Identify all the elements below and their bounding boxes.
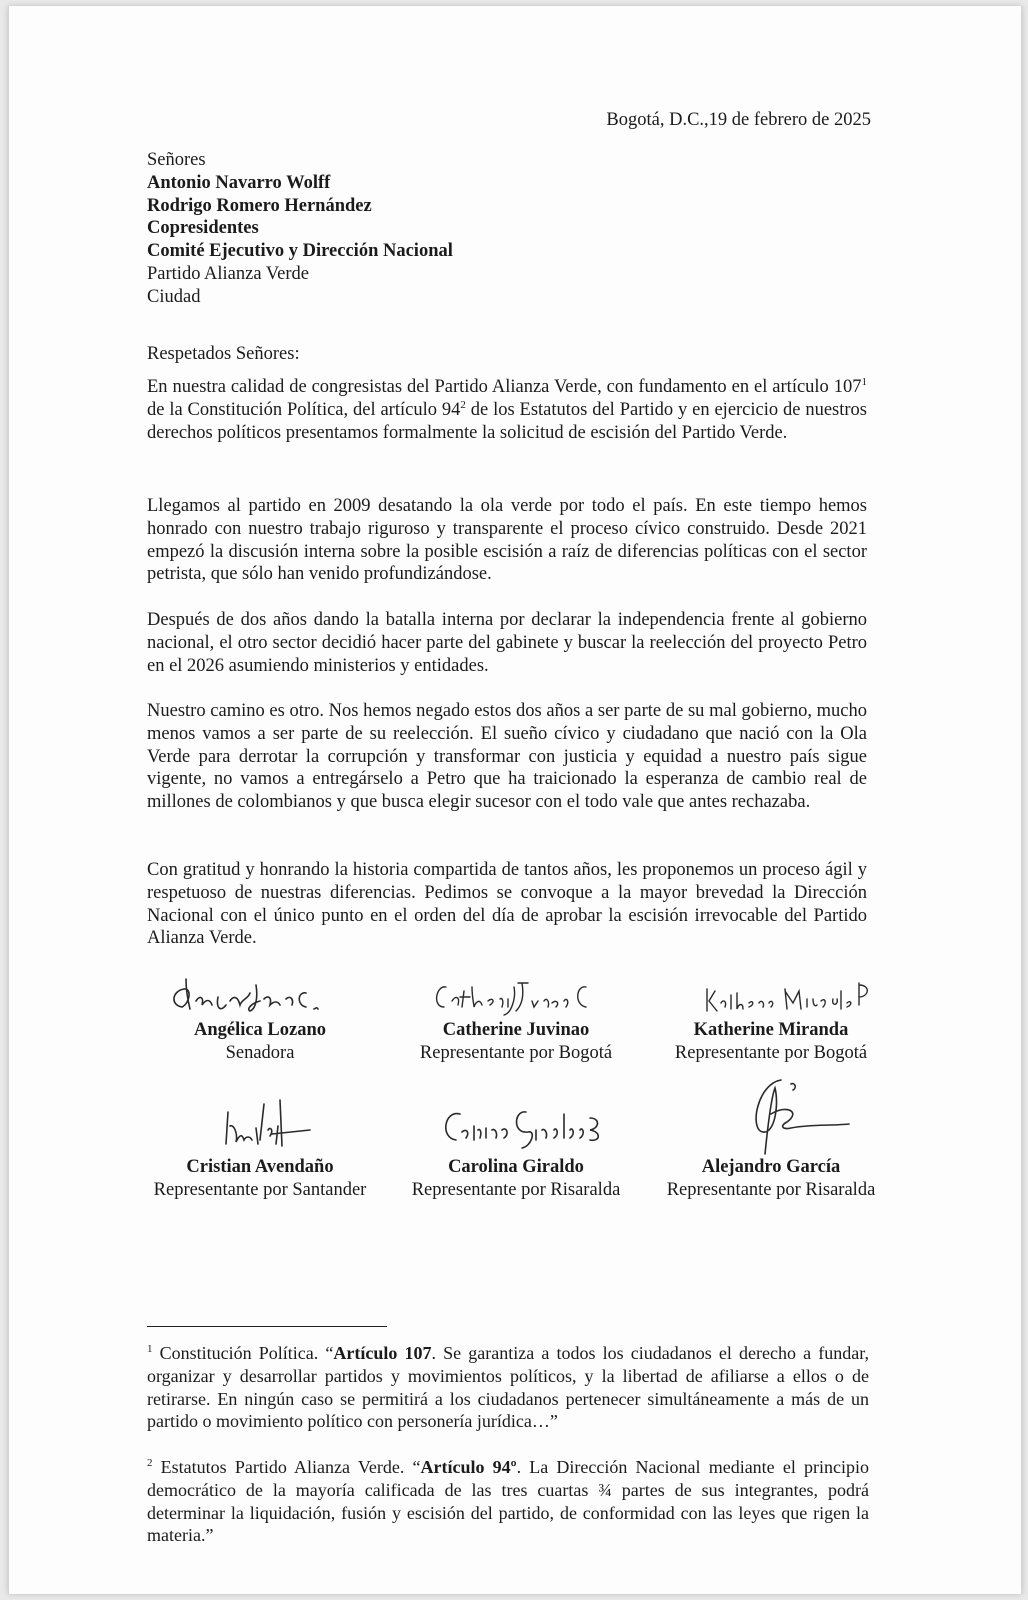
- footnote-1-lead: Constitución Política. “: [152, 1343, 334, 1363]
- recipient-role: Copresidentes: [147, 218, 259, 239]
- signatory-3: [646, 1019, 896, 1064]
- letter-date: Bogotá, D.C.,19 de febrero de 2025: [606, 110, 871, 130]
- footnote-1-article: Artículo 107: [333, 1343, 432, 1363]
- signatory-title-5: Representante por Risaralda: [411, 1179, 621, 1200]
- footnote-ref-2: 2: [460, 398, 466, 411]
- signatory-name-5: Carolina Giraldo: [448, 1157, 584, 1177]
- footnote-2-number: 2: [147, 1457, 153, 1469]
- signatory-title-3: Representante por Bogotá: [674, 1042, 868, 1063]
- paragraph-4: Nuestro camino es otro. Nos hemos negado estos dos años a ser parte de su mal gobierno, mucho menos vamos a ser parte de su reelección. El sueño cívico y ciudadano que nació con la Ola Verde para derrotar la corrupción y transformar con justicia y equidad a nuestro país sigue vigente, no vamos a entregárselo a Petro que ha traicionado la esperanza de cambio real de millones de colombianos y que busca elegir sucesor con el todo vale que antes rechazaba.: [147, 701, 867, 813]
- footnote-2-text: . La Dirección Nacional mediante el principio democrático de la mayoría calificada de las tres cuartas ¾ partes de sus integrantes, podrá determinar la liquidación, fusión y escisión del partido, de conformidad con las leyes que rigen la materia.”: [147, 1457, 869, 1546]
- paragraph-1-part-c: de los Estatutos del Partido y en ejercicio de nuestros derechos políticos presentamos formalmente la solicitud de escisión del Partido Verde.: [147, 399, 868, 443]
- paragraph-3: Después de dos años dando la batalla interna por declarar la independencia frente al gobierno nacional, el otro sector decidió hacer parte del gabinete y buscar la reelección del proyecto Petro en el 2026 asumiendo ministerios y entidades.: [147, 610, 867, 676]
- footnote-2: [147, 1456, 869, 1547]
- signatory-1: [135, 1019, 385, 1064]
- footnote-1: [147, 1342, 869, 1433]
- signatory-title-2: Representante por Bogotá: [419, 1042, 613, 1063]
- signatory-5: [391, 1156, 641, 1201]
- footnote-1-number: 1: [147, 1343, 153, 1355]
- footnote-separator: [147, 1326, 387, 1327]
- signature-image-3: [646, 969, 896, 1029]
- footnote-2-lead: Estatutos Partido Alianza Verde. “: [152, 1457, 421, 1477]
- recipient-name-2: Rodrigo Romero Hernández: [147, 195, 372, 216]
- signatory-4: [135, 1156, 385, 1201]
- paragraph-1: [147, 376, 867, 444]
- signature-image-5: [391, 1104, 641, 1164]
- signatory-2: [391, 1019, 641, 1064]
- signature-image-6: [646, 1074, 896, 1160]
- signature-image-4: [135, 1090, 385, 1160]
- salutation: Respetados Señores:: [147, 344, 300, 364]
- paragraph-5: Con gratitud y honrando la historia compartida de tantos años, les proponemos un proceso ágil y respetuoso de nuestras diferencias. Pedimos se convoque a la mayor brevedad la Dirección Nacional con el único punto en el orden del día de aprobar la escisión irrevocable del Partido Alianza Verde.: [147, 860, 867, 949]
- signatory-title-1: Senadora: [225, 1042, 295, 1063]
- letter-page: [8, 6, 1022, 1594]
- footnote-2-article: Artículo 94º: [420, 1457, 517, 1477]
- signatory-name-3: Katherine Miranda: [693, 1020, 849, 1040]
- signatory-name-4: Cristian Avendaño: [186, 1157, 334, 1177]
- recipient-block: [147, 149, 453, 309]
- signatory-name-6: Alejandro García: [701, 1157, 841, 1177]
- recipient-name-1: Antonio Navarro Wolff: [147, 172, 331, 193]
- signatory-name-2: Catherine Juvinao: [442, 1020, 590, 1040]
- paragraph-2: Llegamos al partido en 2009 desatando la ola verde por todo el país. En este tiempo hemos honrado con nuestro trabajo riguroso y transparente el proceso cívico construido. Desde 2021 empezó la discusión interna sobre la posible escisión a raíz de diferencias políticas con el sector petrista, que sólo han venido profundizándose.: [147, 496, 867, 585]
- signatory-title-4: Representante por Santander: [153, 1179, 367, 1200]
- paragraph-1-part-b: de la Constitución Política, del artículo 94: [147, 399, 461, 420]
- recipient-greeting: Señores: [147, 150, 206, 170]
- signature-image-2: [391, 969, 641, 1029]
- footnote-1-text: . Se garantiza a todos los ciudadanos el derecho a fundar, organizar y desarrollar partidos y movimientos políticos, y la libertad de afiliarse a ellos o de retirarse. En ningún caso se permitirá a los ciudadanos pertenecer simultáneamente a más de un partido o movimiento político con personería jurídica…”: [147, 1343, 869, 1432]
- footnote-ref-1: 1: [861, 376, 867, 388]
- signatory-title-6: Representante por Risaralda: [666, 1179, 876, 1200]
- signatory-name-1: Angélica Lozano: [193, 1020, 327, 1040]
- paragraph-1-part-a: En nuestra calidad de congresistas del Partido Alianza Verde, con fundamento en el artículo 107: [147, 377, 862, 397]
- signatory-6: [646, 1156, 896, 1201]
- recipient-city: Ciudad: [147, 286, 201, 307]
- signature-image-1: [135, 969, 385, 1029]
- recipient-body: Comité Ejecutivo y Dirección Nacional: [147, 241, 453, 262]
- recipient-party: Partido Alianza Verde: [147, 263, 310, 284]
